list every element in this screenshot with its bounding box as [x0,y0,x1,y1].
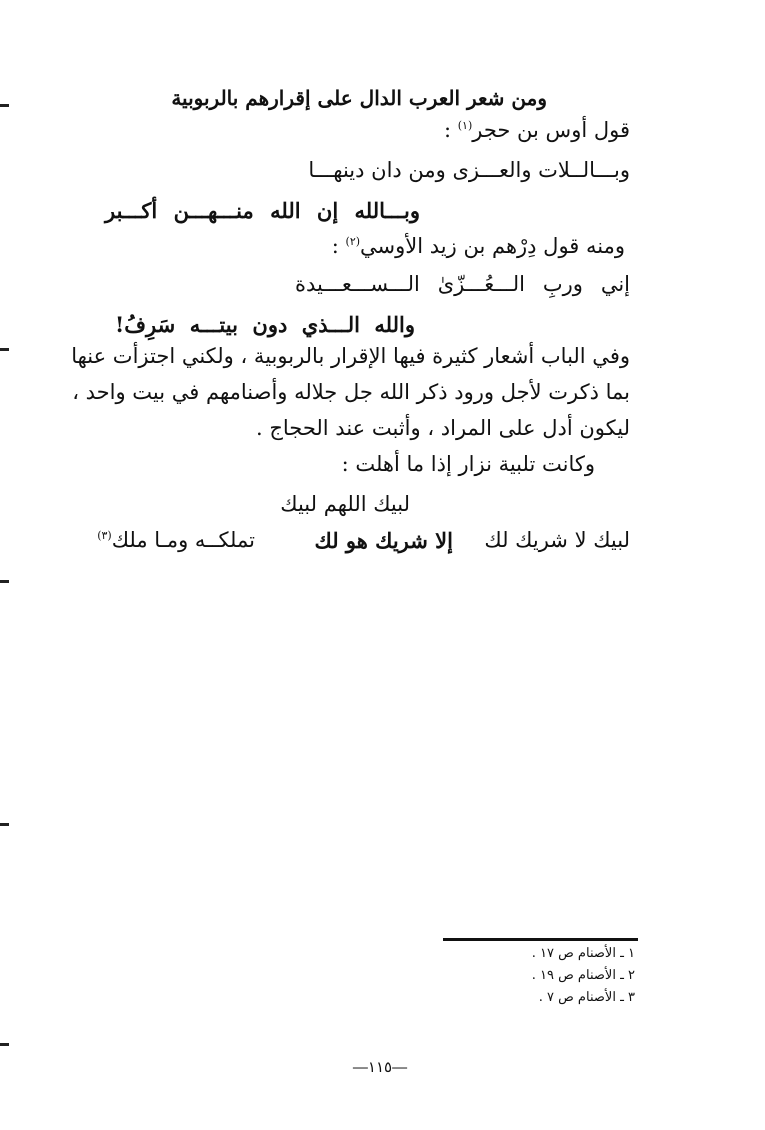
page-number-dash-right: ― [392,1058,408,1076]
intro-line-nizar: وكانت تلبية نزار إذا ما أهلت : [341,452,595,476]
footnote-ref: (٣) [97,529,112,542]
verse-word: منـــهـــن [173,198,254,223]
verse-word: والله [374,312,415,337]
intro-text: ومنه قول دِرْهم بن زيد الأوسي [360,234,625,258]
page-number-value: ١١٥ [367,1058,393,1076]
verse-word: الله [270,198,301,223]
verse-word: إن [316,198,339,223]
talbiya-text: تملكــه ومـا ملك [111,528,255,552]
talbiya-line-2a: لبيك لا شريك لك [484,528,630,552]
verse-word: وربِ [542,272,583,296]
talbiya-line-2c [97,528,255,552]
talbiya-line-1: لبيك اللهم لبيك [280,492,410,516]
intro-text: قول أوس بن حجر [472,118,630,142]
verse-word: وبـــالله [354,198,420,223]
verse-word: الـــعُـــزّىٰ [437,272,526,296]
verse-word: دون [252,312,288,337]
intro-colon: : [331,234,339,258]
paragraph-line: ليكون أدل على المراد ، وأثبت عند الحجاج . [255,416,630,440]
footnote-ref: (١) [457,119,473,132]
edge-mark [0,580,9,583]
intro-colon: : [443,118,452,142]
verse-word: الـــذي [301,312,360,337]
edge-mark [0,1043,9,1046]
paragraph-line: وفي الباب أشعار كثيرة فيها الإقرار بالربوبية ، ولكني اجتزأت عنها [71,344,630,368]
page-number-dash-left: ― [352,1058,368,1076]
section-heading: ومن شعر العرب الدال على إقرارهم بالربوبية [171,86,547,110]
edge-mark [0,104,9,107]
verse-word: أكـــبر [105,198,158,223]
verse-word: سَرِفُ! [115,312,176,337]
footnote-ref: (٢) [345,235,361,248]
verse-2-hemistich-1 [295,272,630,296]
page-number [340,1058,420,1076]
edge-mark [0,823,9,826]
intro-line-dirham [332,234,625,258]
footnote: ٣ ـ الأصنام ص ٧ . [538,990,635,1005]
verse-word: الـــســـعـــيدة [295,272,420,296]
verse-2-hemistich-2 [115,312,415,337]
verse-1-hemistich-2 [105,198,420,223]
verse-word: بيتـــه [189,312,238,337]
talbiya-line-2b: إلا شريك هو لك [314,528,453,553]
footnote: ٢ ـ الأصنام ص ١٩ . [531,968,635,983]
paragraph-line: بما ذكرت لأجل ورود ذكر الله جل جلاله وأصنامهم في بيت واحد ، [72,380,630,404]
verse-1-hemistich-1: وبـــالــلات والعـــزى ومن دان دينهـــا [308,158,630,182]
footnote-rule [443,938,638,941]
edge-mark [0,348,9,351]
footnote: ١ ـ الأصنام ص ١٧ . [531,946,635,961]
intro-line-aws [444,118,630,142]
verse-word: إني [600,272,630,296]
